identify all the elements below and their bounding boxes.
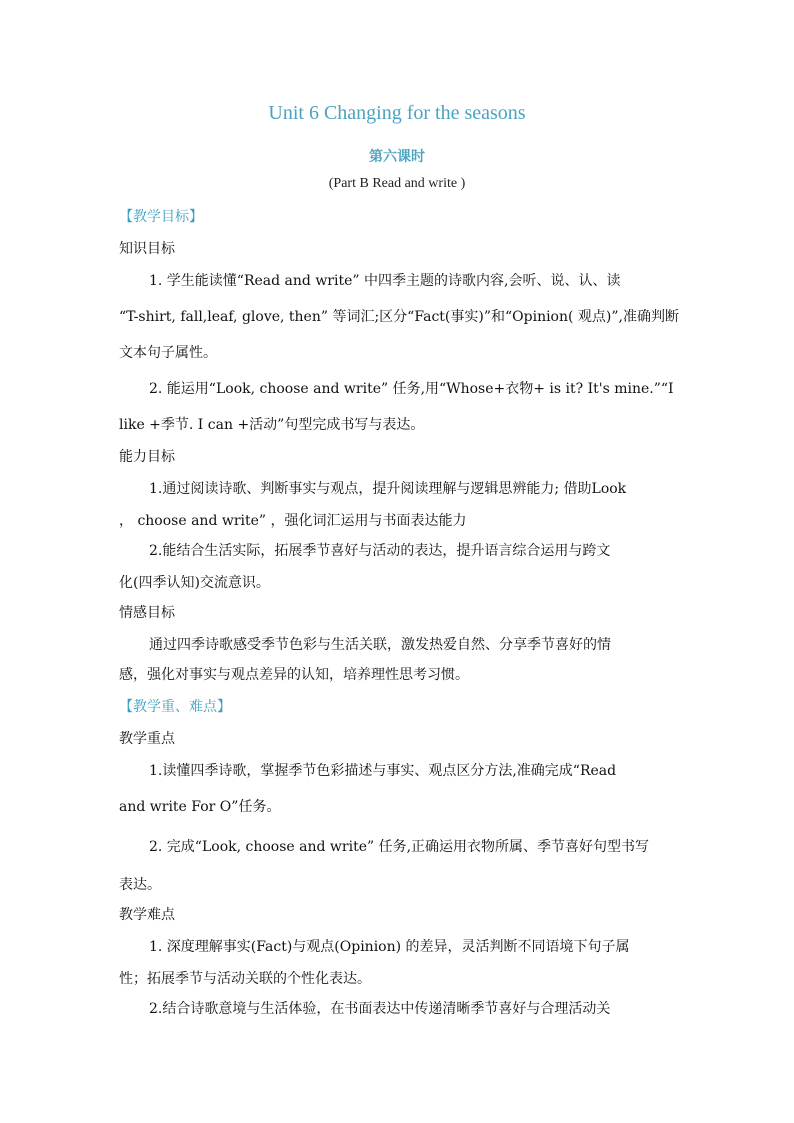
knowledge-heading: 知识目标 — [119, 241, 175, 257]
emotion-line-1: 通过四季诗歌感受季节色彩与生活关联，激发热爱自然、分享季节喜好的情 — [149, 637, 611, 653]
focus-item-1-line-1: 1.读懂四季诗歌，掌握季节色彩描述与事实、观点区分方法,准确完成“Read — [149, 763, 617, 779]
page-title: Unit 6 Changing for the seasons — [268, 102, 526, 124]
knowledge-item-1-line-3: 文本句子属性。 — [119, 345, 217, 361]
difficulty-item-1-line-2: 性；拓展季节与活动关联的个性化表达。 — [119, 971, 371, 987]
focus-heading: 教学重点 — [119, 731, 175, 747]
focus-item-2-line-1: 2. 完成“Look, choose and write” 任务,正确运用衣物所属、季节喜好句型书写 — [149, 839, 650, 855]
lesson-subtitle: 第六课时 — [369, 149, 425, 165]
knowledge-item-2-line-1: 2. 能运用“Look, choose and write” 任务,用“Whose+衣物+ is it? It's mine.”“I — [149, 381, 674, 397]
knowledge-item-2-line-2: like +季节. I can +活动”句型完成书写与表达。 — [119, 417, 425, 433]
ability-item-2-line-2: 化(四季认知)交流意识。 — [119, 575, 270, 591]
focus-item-2-line-2: 表达。 — [119, 877, 161, 893]
ability-item-2-line-1: 2.能结合生活实际，拓展季节喜好与活动的表达，提升语言综合运用与跨文 — [149, 543, 611, 559]
ability-item-1-line-1: 1.通过阅读诗歌、判断事实与观点，提升阅读理解与逻辑思辨能力; 借助Look — [149, 481, 627, 497]
difficulty-item-1-line-1: 1. 深度理解事实(Fact)与观点(Opinion) 的差异，灵活判断不同语境下句子属 — [149, 939, 630, 955]
difficulty-heading: 教学难点 — [119, 907, 175, 923]
knowledge-item-1-line-2: “T-shirt, fall,leaf, glove, then” 等词汇;区分“Fact(事实)”和“Opinion( 观点)”,准确判断 — [119, 309, 679, 325]
emotion-line-2: 感，强化对事实与观点差异的认知，培养理性思考习惯。 — [119, 667, 469, 683]
emotion-heading: 情感目标 — [119, 605, 175, 621]
ability-item-1-line-2: ， choose and write” ，强化词汇运用与书面表达能力 — [119, 513, 467, 529]
section-keys-heading: 【教学重、难点】 — [119, 699, 231, 715]
knowledge-item-1-line-1: 1. 学生能读懂“Read and write” 中四季主题的诗歌内容,会听、说、认、读 — [149, 273, 621, 289]
focus-item-1-line-2: and write For O”任务。 — [119, 799, 281, 815]
ability-heading: 能力目标 — [119, 449, 175, 465]
section-goals-heading: 【教学目标】 — [119, 209, 203, 225]
lesson-part: (Part B Read and write ) — [328, 176, 466, 191]
difficulty-item-2-line-1: 2.结合诗歌意境与生活体验，在书面表达中传递清晰季节喜好与合理活动关 — [149, 1001, 611, 1017]
